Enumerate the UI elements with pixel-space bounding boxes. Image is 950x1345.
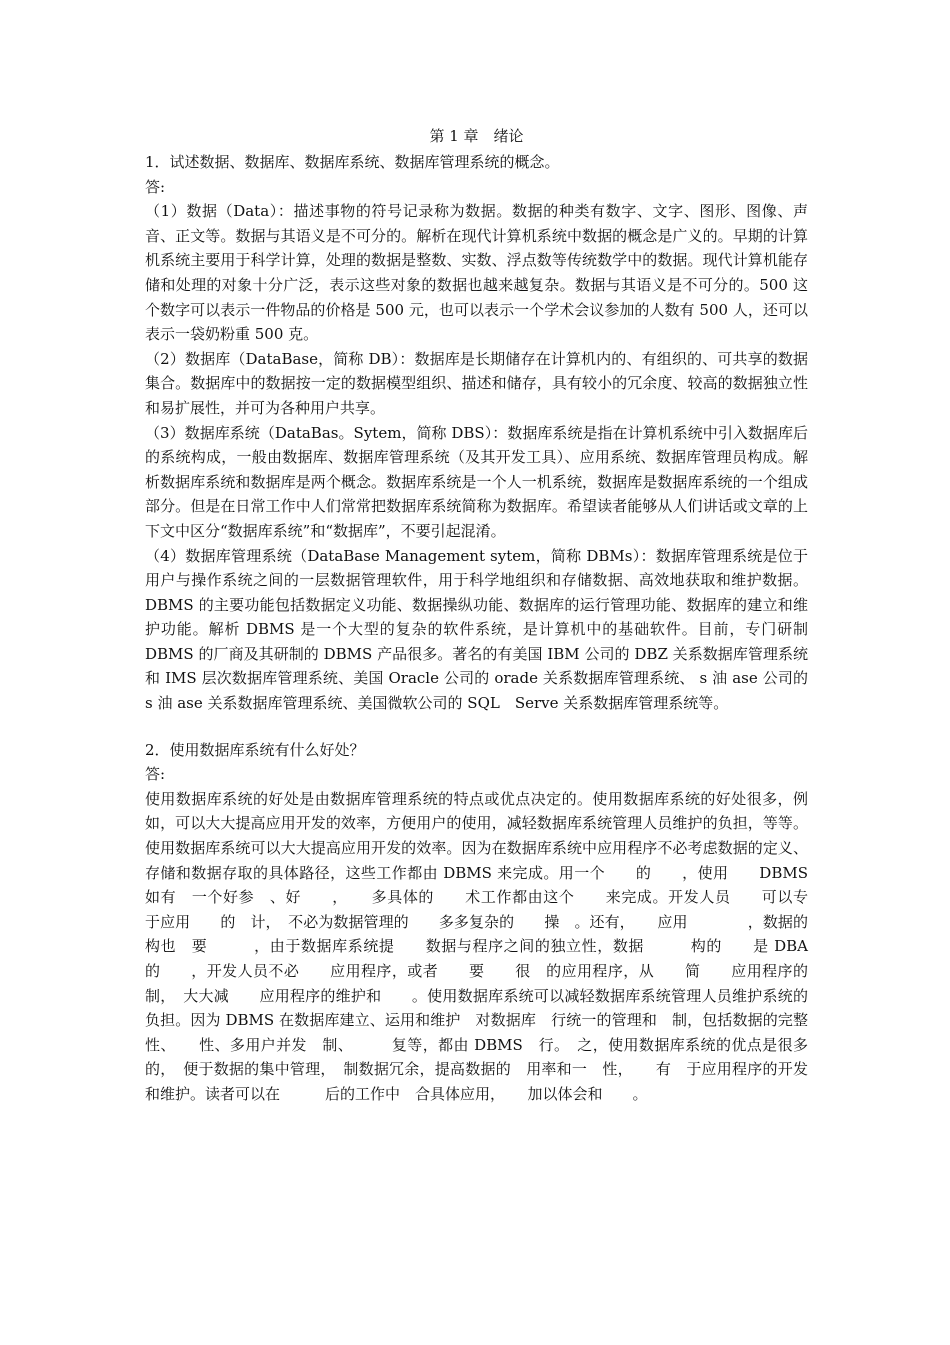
chapter-title: 第 1 章 绪论: [429, 127, 524, 145]
answer-label-2: 答:: [145, 765, 166, 784]
answer-1-paragraph-3: （3）数据库系统（DataBas。Sytem，简称 DBS）：数据库系统是指在计算机系统中引入数据库后的系统构成，一般由数据库、数据库管理系统（及其开发工具）、应用系统、数据库管理员构成。解析数据库系统和数据库是两个概念。数据库系统是一个人一机系统，数据库是数据库系统的一个组成部分。但是在日常工作中人们常常把数据库系统简称为数据库。希望读者能够从人们讲话或文章的上下文中区分“数据库系统”和“数据库”，不要引起混淆。: [145, 423, 808, 540]
answer-1-paragraph-4: （4）数据库管理系统（DataBase Management sytem，简称 DBMs）：数据库管理系统是位于用户与操作系统之间的一层数据管理软件，用于科学地组织和存储数据、高效地获取和维护数据。DBMS 的主要功能包括数据定义功能、数据操纵功能、数据库的运行管理功能、数据库的建立和维护功能。解析 DBMS 是一个大型的复杂的软件系统，是计算机中的基础软件。目前，专门研制 DBMS 的厂商及其研制的 DBMS 产品很多。著名的有美国 IBM 公司的 DBZ 关系数据库管理系统和 IMS 层次数据库管理系统、美国 Oracle 公司的 orade 关系数据库管理系统、 s 油 ase 公司的 s 油 ase 关系数据库管理系统、美国微软公司的 SQL Serve 关系数据库管理系统等。: [145, 546, 808, 713]
section-gap: [145, 716, 808, 738]
question-1: 1．试述数据、数据库、数据库系统、数据库管理系统的概念。: [145, 153, 560, 171]
answer-2-paragraph-1: 使用数据库系统的好处是由数据库管理系统的特点或优点决定的。使用数据库系统的好处很多，例如，可以大大提高应用开发的效率，方便用户的使用，减轻数据库系统管理人员维护的负担，等等。使用数据库系统可以大大提高应用开发的效率。因为在数据库系统中应用程序不必考虑数据的定义、存储和数据存取的具体路径，这些工作都由 DBMS 来完成。用一个 的 ，使用 DBMS 如有 一个好参 、好 ， 多具体的 术工作都由这个 来完成。开发人员 可以专 于应用 的 计， 不必为数据管理的 多多复杂的 操 。还有， 应用 ，数据的 构也 要 ，由于数据库系统提 数据与程序之间的独立性，数据 构的 是 DBA 的 ，开发人员不必 应用程序，或者 要 很 的应用程序，从 简 应用程序的 制， 大大减 应用程序的维护和 。使用数据库系统可以减轻数据库系统管理人员维护系统的负担。因为 DBMS 在数据库建立、运用和维护 对数据库 行统一的管理和 制，包括数据的完整性、 性、多用户并发 制、 复等，都由 DBMS 行。 之，使用数据库系统的优点是很多的， 便于数据的集中管理， 制数据冗余，提高数据的 用率和一 性， 有 于应用程序的开发和维护。读者可以在 后的工作中 合具体应用， 加以体会和 。: [145, 789, 854, 1103]
answer-label-1: 答:: [145, 177, 166, 196]
question-2: 2．使用数据库系统有什么好处？: [145, 740, 365, 759]
answer-1-paragraph-1: （1）数据（Data）：描述事物的符号记录称为数据。数据的种类有数字、文字、图形、图像、声音、正文等。数据与其语义是不可分的。解析在现代计算机系统中数据的概念是广义的。早期的计算机系统主要用于科学计算，处理的数据是整数、实数、浮点数等传统数学中的数据。现代计算机能存储和处理的对象十分广泛，表示这些对象的数据也越来越复杂。数据与其语义是不可分的。500 这个数字可以表示一件物品的价格是 500 元，也可以表示一个学术会议参加的人数有 500 人，还可以表示一袋奶粉重 500 克。: [145, 202, 808, 344]
answer-1-paragraph-2: （2）数据库（DataBase，简称 DB）：数据库是长期储存在计算机内的、有组织的、可共享的数据集合。数据库中的数据按一定的数据模型组织、描述和储存，具有较小的冗余度、较高的数据独立性和易扩展性，并可为各种用户共享。: [145, 349, 808, 417]
